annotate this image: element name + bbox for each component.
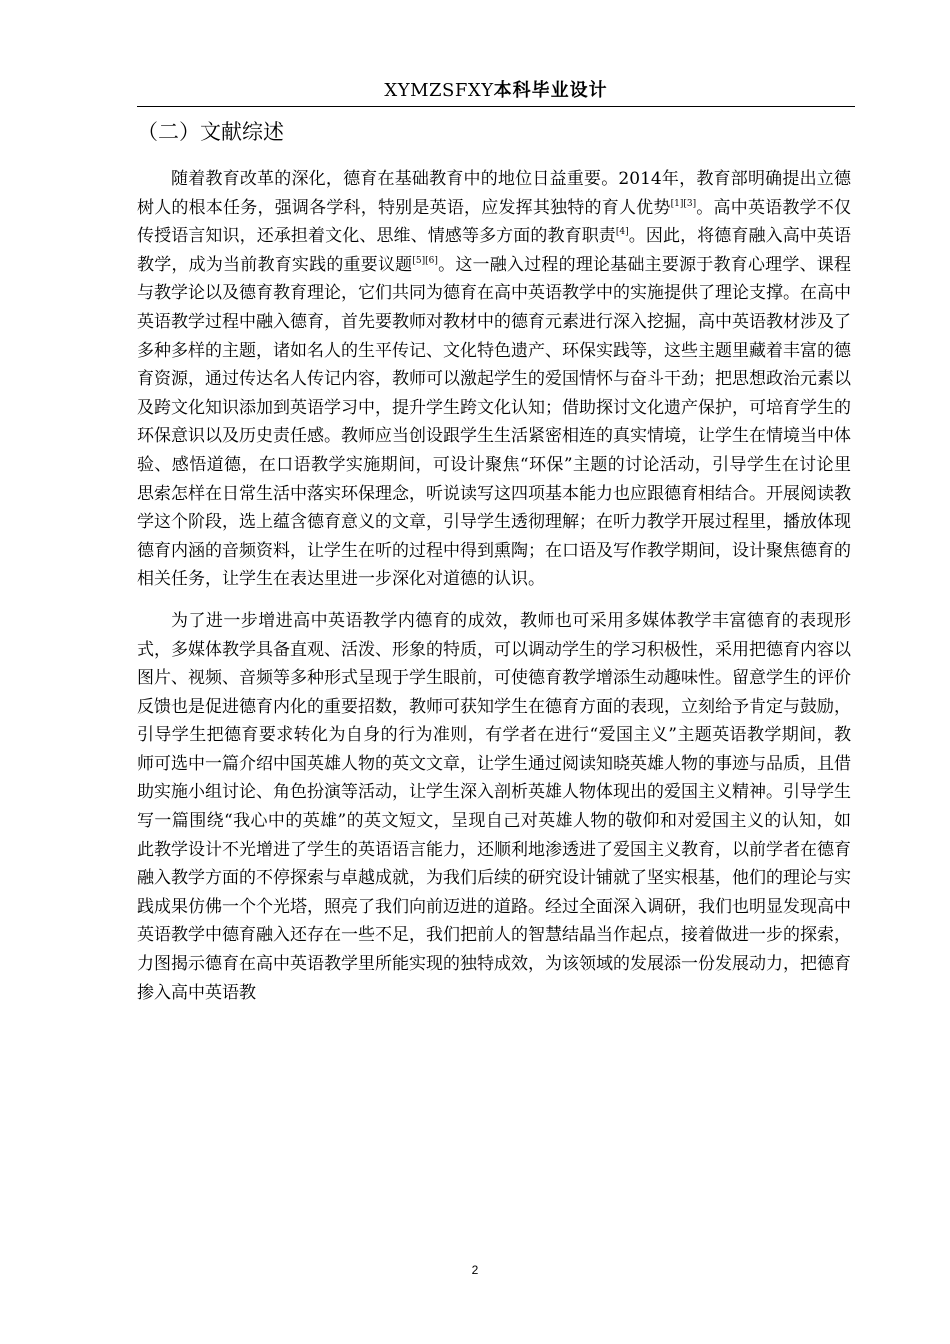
citation-1-3: [1][3]	[670, 198, 697, 209]
citation-5-6: [5][6]	[412, 255, 438, 266]
citation-4: [4]	[615, 227, 629, 238]
paragraph-1-text-4: 。这一融入过程的理论基础主要源于教育心理学、课程与教学论以及德育教育理论，它们共同为德育在高中英语教学中的实施提供了理论支撑。在高中英语教学过程中融入德育，首先要教师对教材中的德育元素进行深入挖掘，高中英语教材涉及了多种多样的主题，诸如名人的生平传记、文化特色遗产、环保实践等，这些主题里藏着丰富的德育资源，通过传达名人传记内容，教师可以激起学生的爱国情怀与奋斗干劲；把思想政治元素以及跨文化知识添加到英语学习中，提升学生跨文化认知；借助探讨文化遗产保护，可培育学生的环保意识以及历史责任感。教师应当创设跟学生生活紧密相连的真实情境，让学生在情境当中体验、感悟道德，在口语教学实施期间，可设计聚焦“环保”主题的讨论活动，引导学生在讨论里思索怎样在日常生活中落实环保理念，听说读写这四项基本能力也应跟德育相结合。开展阅读教学这个阶段，选上蕴含德育意义的文章，引导学生透彻理解；在听力教学开展过程里，播放体现德育内涵的音频资料，让学生在听的过程中得到熏陶；在口语及写作教学期间，设计聚焦德育的相关任务，让学生在表达里进一步深化对道德的认识。	[137, 254, 852, 590]
paragraph-1-text-3: 。因此，将德育融入高中英语教学，成为当前教育实践的重要议题	[137, 226, 852, 275]
page-header	[137, 79, 855, 103]
section-heading: （二）文献综述	[137, 120, 284, 144]
paragraph-2: 为了进一步增进高中英语教学内德育的成效，教师也可采用多媒体教学丰富德育的表现形式，多媒体教学具备直观、活泼、形象的特质，可以调动学生的学习积极性，采用把德育内容以图片、视频、音频等多种形式呈现于学生眼前，可使德育教学增添生动趣味性。留意学生的评价反馈也是促进德育内化的重要招数，教师可获知学生在德育方面的表现，立刻给予肯定与鼓励，引导学生把德育要求转化为自身的行为准则，有学者在进行“爱国主义”主题英语教学期间，教师可选中一篇介绍中国英雄人物的英文文章，让学生通过阅读知晓英雄人物的事迹与品质，且借助实施小组讨论、角色扮演等活动，让学生深入剖析英雄人物体现出的爱国主义精神。引导学生写一篇围绕“我心中的英雄”的英文短文，呈现自己对英雄人物的敬仰和对爱国主义的认知，如此教学设计不光增进了学生的英语语言能力，还顺利地渗透进了爱国主义教育，以前学者在德育融入教学方面的不停探索与卓越成就，为我们后续的研究设计铺就了坚实根基，他们的理论与实践成果仿佛一个个光塔，照亮了我们向前迈进的道路。经过全面深入调研，我们也明显发现高中英语教学中德育融入还存在一些不足，我们把前人的智慧结晶当作起点，接着做进一步的探索，力图揭示德育在高中英语教学里所能实现的独特成效，为该领域的发展添一份发展动力，把德育掺入高中英语教	[137, 610, 851, 1003]
page-number: 2	[471, 1263, 479, 1277]
paragraph-1-text-1: 随着教育改革的深化，德育在基础教育中的地位日益重要。2014年，教育部明确提出立德树人的根本任务，强调各学科，特别是英语，应发挥其独特的育人优势	[137, 169, 851, 218]
header-title-suffix: 本科毕业设计	[493, 80, 608, 101]
paragraph-1-text-2: 。高中英语教学不仅传授语言知识，还承担着文化、思维、情感等多方面的教育职责	[137, 197, 852, 247]
header-rule	[137, 106, 855, 107]
body-text	[137, 165, 851, 1007]
header-title-latin: XYMZSFXY	[384, 80, 494, 101]
paragraph-1	[137, 165, 851, 594]
